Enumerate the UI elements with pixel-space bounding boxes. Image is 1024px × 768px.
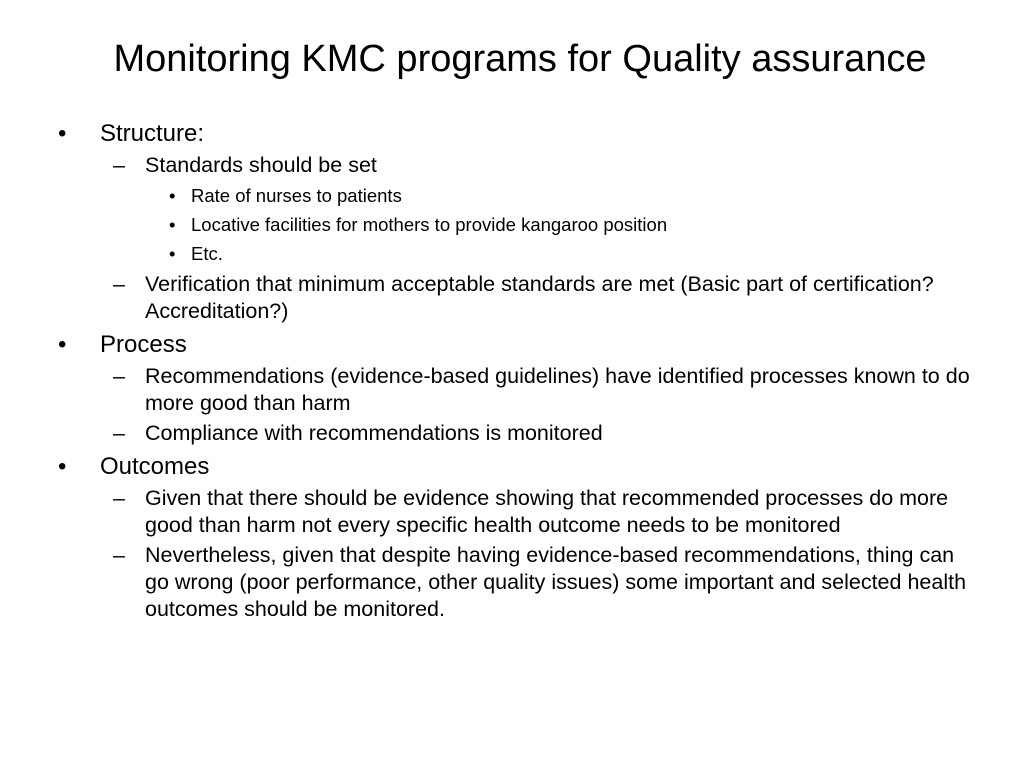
dash-marker: –: [113, 421, 125, 445]
sub-bullet-nevertheless: [100, 542, 978, 623]
dash-marker: –: [113, 272, 125, 296]
sub-sub-bullet-text: Locative facilities for mothers to provide kangaroo position: [191, 214, 668, 235]
sub-sub-bullet-text: Etc.: [191, 243, 223, 264]
sub-sub-bullet-nurses: [145, 181, 978, 210]
bullet-list: [58, 120, 978, 623]
sub-bullet-verification: [100, 271, 978, 325]
bullet-marker: •: [58, 120, 67, 147]
bullet-marker: •: [169, 243, 176, 264]
dash-marker: –: [113, 153, 125, 177]
sub-bullet-text: Given that there should be evidence showing that recommended processes do more good than harm not every specific health outcome needs to be monitored: [145, 486, 949, 537]
sub-sub-bullet-facilities: [145, 210, 978, 239]
bullet-text: Outcomes: [100, 453, 210, 480]
sub-bullet-text: Standards should be set: [145, 153, 377, 177]
sub-sub-bullet-text: Rate of nurses to patients: [191, 185, 402, 206]
bullet-outcomes: [58, 453, 978, 623]
bullet-text: Structure:: [100, 120, 205, 147]
sub-bullet-text: Verification that minimum acceptable standards are met (Basic part of certification? Accreditation?): [145, 272, 934, 323]
dash-marker: –: [113, 543, 125, 567]
sub-sub-bullet-etc: [145, 239, 978, 268]
sub-bullet-text: Recommendations (evidence-based guidelines) have identified processes known to do more good than harm: [145, 364, 970, 415]
sub-bullet-text: Nevertheless, given that despite having evidence-based recommendations, thing can go wrong (poor performance, other quality issues) some important and selected health outcomes should be monitored.: [145, 543, 967, 621]
bullet-marker: •: [58, 331, 67, 358]
slide-body: [58, 120, 978, 626]
bullet-text: Process: [100, 331, 187, 358]
sub-bullet-list: [100, 485, 978, 623]
slide-title: Monitoring KMC programs for Quality assurance: [113, 38, 927, 80]
dash-marker: –: [113, 364, 125, 388]
sub-bullet-text: Compliance with recommendations is monitored: [145, 421, 603, 445]
dash-marker: –: [113, 486, 125, 510]
bullet-marker: •: [169, 185, 176, 206]
bullet-process: [58, 331, 978, 447]
bullet-marker: •: [58, 453, 67, 480]
sub-bullet-recommendations: [100, 363, 978, 417]
sub-bullet-list: [100, 363, 978, 447]
sub-sub-bullet-list: [145, 181, 978, 268]
sub-bullet-list: [100, 152, 978, 325]
sub-bullet-standards: [100, 152, 978, 268]
bullet-marker: •: [169, 214, 176, 235]
sub-bullet-evidence: [100, 485, 978, 539]
sub-bullet-compliance: [100, 420, 978, 447]
bullet-structure: [58, 120, 978, 325]
